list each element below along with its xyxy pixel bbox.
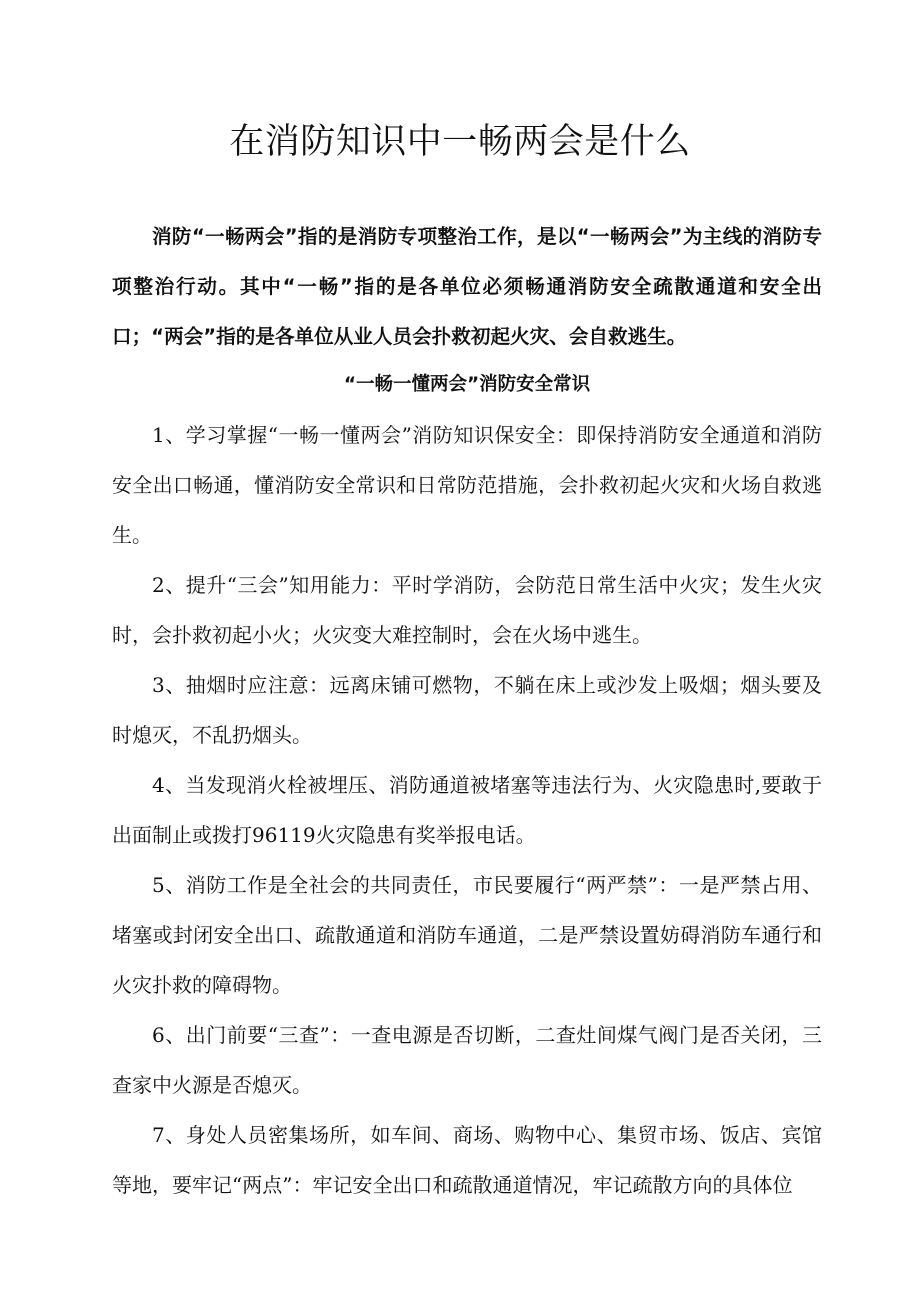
intro-paragraph: 消防“一畅两会”指的是消防专项整治工作，是以“一畅两会”为主线的消防专项整治行动。其中“一畅”指的是各单位必须畅通消防安全疏散通道和安全出口；“两会”指的是各单位从业人员会扑救初起火灾、会自救逃生。 [112, 225, 822, 348]
safety-tip-3: 3、抽烟时应注意：远离床铺可燃物，不躺在床上或沙发上吸烟；烟头要及时熄灭，不乱扔烟头。 [112, 673, 822, 747]
section-subheading: “一畅一懂两会”消防安全常识 [343, 374, 591, 395]
safety-tips-list [112, 410, 822, 1210]
safety-tip-5: 5、消防工作是全社会的共同责任，市民要履行“两严禁”：一是严禁占用、堵塞或封闭安全出口、疏散通道和消防车通道，二是严禁设置妨碍消防车通行和火灾扑救的障碍物。 [112, 873, 822, 997]
document-title: 在消防知识中一畅两会是什么 [229, 122, 691, 162]
safety-tip-6: 6、出门前要“三查”：一查电源是否切断，二查灶间煤气阀门是否关闭，三查家中火源是否熄灭。 [112, 1023, 822, 1097]
safety-tip-4: 4、当发现消火栓被埋压、消防通道被堵塞等违法行为、火灾隐患时,要敢于出面制止或拨打96119火灾隐患有奖举报电话。 [112, 773, 822, 847]
safety-tip-7: 7、身处人员密集场所，如车间、商场、购物中心、集贸市场、饭店、宾馆等地，要牢记“两点”：牢记安全出口和疏散通道情况，牢记疏散方向的具体位 [112, 1123, 822, 1197]
document-body [112, 212, 822, 1210]
safety-tip-1: 1、学习掌握“一畅一懂两会”消防知识保安全：即保持消防安全通道和消防安全出口畅通，懂消防安全常识和日常防范措施，会扑救初起火灾和火场自救逃生。 [112, 423, 822, 547]
safety-tip-2: 2、提升“三会”知用能力：平时学消防，会防范日常生活中火灾；发生火灾时，会扑救初起小火；火灾变大难控制时，会在火场中逃生。 [112, 573, 822, 647]
